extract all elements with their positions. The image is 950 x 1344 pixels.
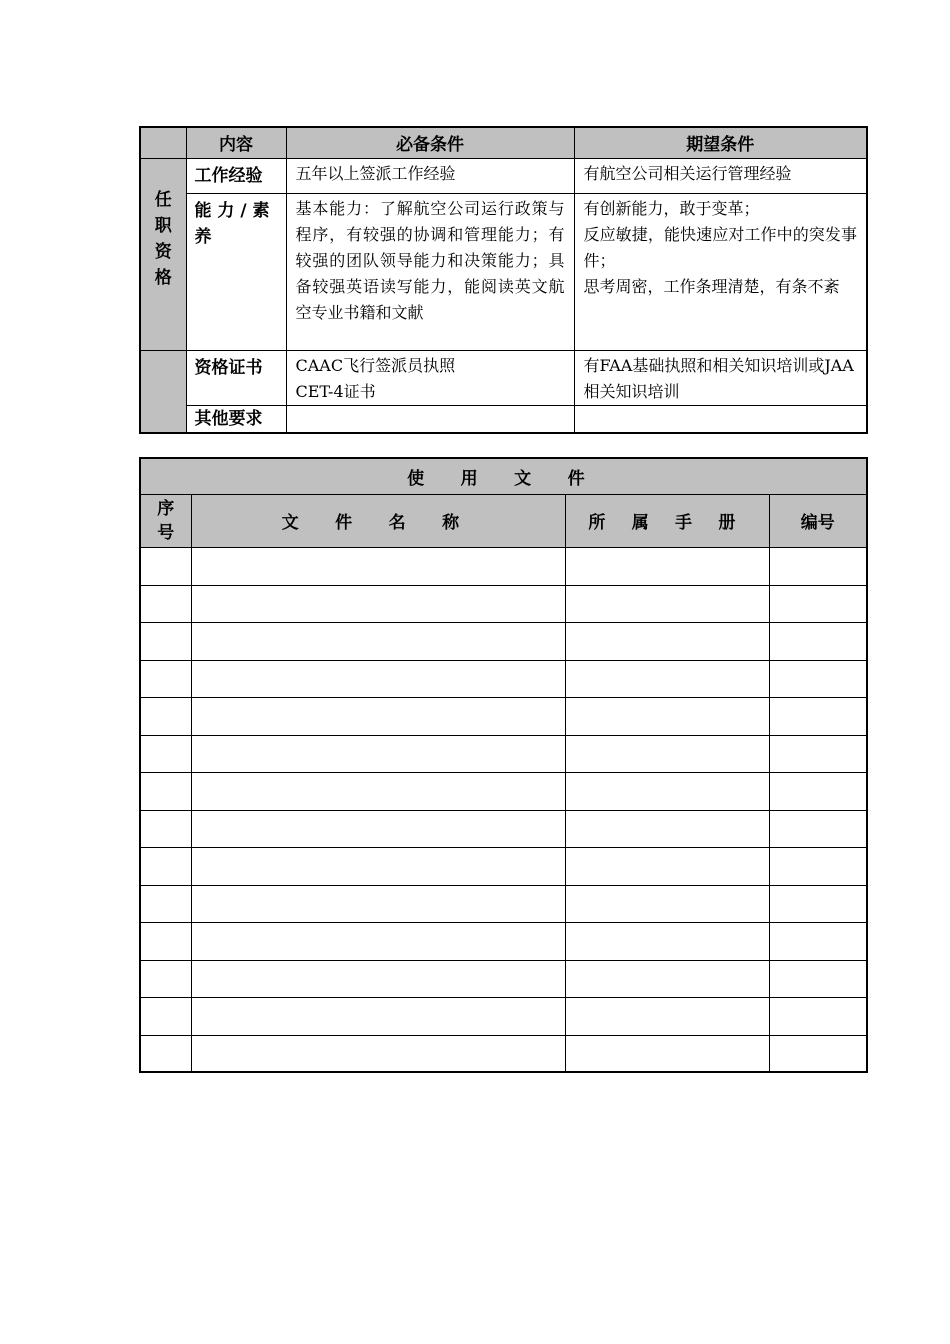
cell-required-experience: 五年以上签派工作经验 (286, 158, 574, 193)
cell-number (769, 547, 867, 585)
cell-document-name (191, 735, 565, 772)
documents-title (140, 458, 867, 494)
header-document-name-text: 文 件 名 称 (281, 513, 475, 533)
section-label-char: 资 (154, 241, 172, 262)
cell-document-name (191, 622, 565, 660)
cell-desired-other (574, 405, 867, 433)
cell-number (769, 697, 867, 735)
cell-number (769, 885, 867, 922)
document-row (140, 885, 867, 922)
cell-document-name (191, 547, 565, 585)
cell-document-name (191, 697, 565, 735)
cell-required-ability: 基本能力：了解航空公司运行政策与程序，有较强的协调和管理能力；有较强的团队领导能力和决策能力；具备较强英语读写能力，能阅读英文航空专业书籍和文献 (286, 193, 574, 350)
cell-index (140, 547, 191, 585)
cell-index (140, 997, 191, 1035)
document-row (140, 735, 867, 772)
row-label-ability: 能 力 / 素 养 (186, 193, 286, 350)
document-row (140, 922, 867, 960)
documents-title-text: 使 用 文 件 (407, 468, 600, 489)
cell-document-name (191, 960, 565, 997)
cell-required-certificates: CAAC飞行签派员执照 CET-4证书 (286, 350, 574, 405)
cell-document-name (191, 585, 565, 622)
qualification-table (139, 126, 868, 434)
cell-manual (565, 885, 769, 922)
cell-manual (565, 660, 769, 697)
cell-manual (565, 547, 769, 585)
cell-manual (565, 585, 769, 622)
cell-manual (565, 622, 769, 660)
cell-manual (565, 697, 769, 735)
cell-document-name (191, 810, 565, 847)
document-row (140, 997, 867, 1035)
document-row (140, 847, 867, 885)
cell-number (769, 960, 867, 997)
cell-index (140, 1035, 191, 1072)
cell-manual (565, 997, 769, 1035)
cell-index (140, 922, 191, 960)
cell-number (769, 922, 867, 960)
cell-manual (565, 847, 769, 885)
header-required: 必备条件 (286, 127, 574, 158)
cell-desired-certificates: 有FAA基础执照和相关知识培训或JAA相关知识培训 (574, 350, 867, 405)
documents-table (139, 457, 868, 1073)
cell-required-other (286, 405, 574, 433)
document-row (140, 697, 867, 735)
cell-document-name (191, 997, 565, 1035)
section-label-char: 格 (154, 267, 172, 288)
row-label-other: 其他要求 (186, 405, 286, 433)
cell-manual (565, 772, 769, 810)
section-label-char: 职 (154, 215, 172, 236)
cell-index (140, 847, 191, 885)
corner-cell (140, 127, 186, 158)
cell-number (769, 585, 867, 622)
cell-document-name (191, 660, 565, 697)
cell-index (140, 885, 191, 922)
section-label-empty (140, 350, 186, 433)
row-label-experience: 工作经验 (186, 158, 286, 193)
cell-manual (565, 922, 769, 960)
document-row (140, 547, 867, 585)
section-label-char: 任 (154, 189, 172, 210)
cell-manual (565, 810, 769, 847)
cell-document-name (191, 885, 565, 922)
header-manual-text: 所 属 手 册 (588, 513, 746, 533)
cell-index (140, 810, 191, 847)
header-number: 编号 (769, 494, 867, 547)
cell-document-name (191, 922, 565, 960)
cell-document-name (191, 847, 565, 885)
cell-desired-experience: 有航空公司相关运行管理经验 (574, 158, 867, 193)
cell-number (769, 735, 867, 772)
document-row (140, 622, 867, 660)
cell-desired-ability: 有创新能力，敢于变革； 反应敏捷，能快速应对工作中的突发事件； 思考周密，工作条理清楚，有条不紊 (574, 193, 867, 350)
cell-manual (565, 960, 769, 997)
document-row (140, 585, 867, 622)
cell-number (769, 997, 867, 1035)
document-row (140, 660, 867, 697)
cell-manual (565, 735, 769, 772)
section-label-qualification (140, 158, 186, 350)
header-content: 内容 (186, 127, 286, 158)
header-index: 序号 (140, 494, 191, 547)
cell-index (140, 735, 191, 772)
header-manual (565, 494, 769, 547)
cell-index (140, 772, 191, 810)
cell-document-name (191, 772, 565, 810)
header-desired: 期望条件 (574, 127, 867, 158)
row-label-certificates: 资格证书 (186, 350, 286, 405)
header-document-name (191, 494, 565, 547)
cell-number (769, 810, 867, 847)
document-row (140, 810, 867, 847)
cell-index (140, 660, 191, 697)
cell-index (140, 697, 191, 735)
cell-index (140, 622, 191, 660)
cell-number (769, 660, 867, 697)
document-row (140, 960, 867, 997)
cell-number (769, 622, 867, 660)
cell-document-name (191, 1035, 565, 1072)
cell-number (769, 847, 867, 885)
cell-number (769, 772, 867, 810)
document-row (140, 772, 867, 810)
cell-manual (565, 1035, 769, 1072)
cell-index (140, 585, 191, 622)
document-row (140, 1035, 867, 1072)
cell-index (140, 960, 191, 997)
cell-number (769, 1035, 867, 1072)
